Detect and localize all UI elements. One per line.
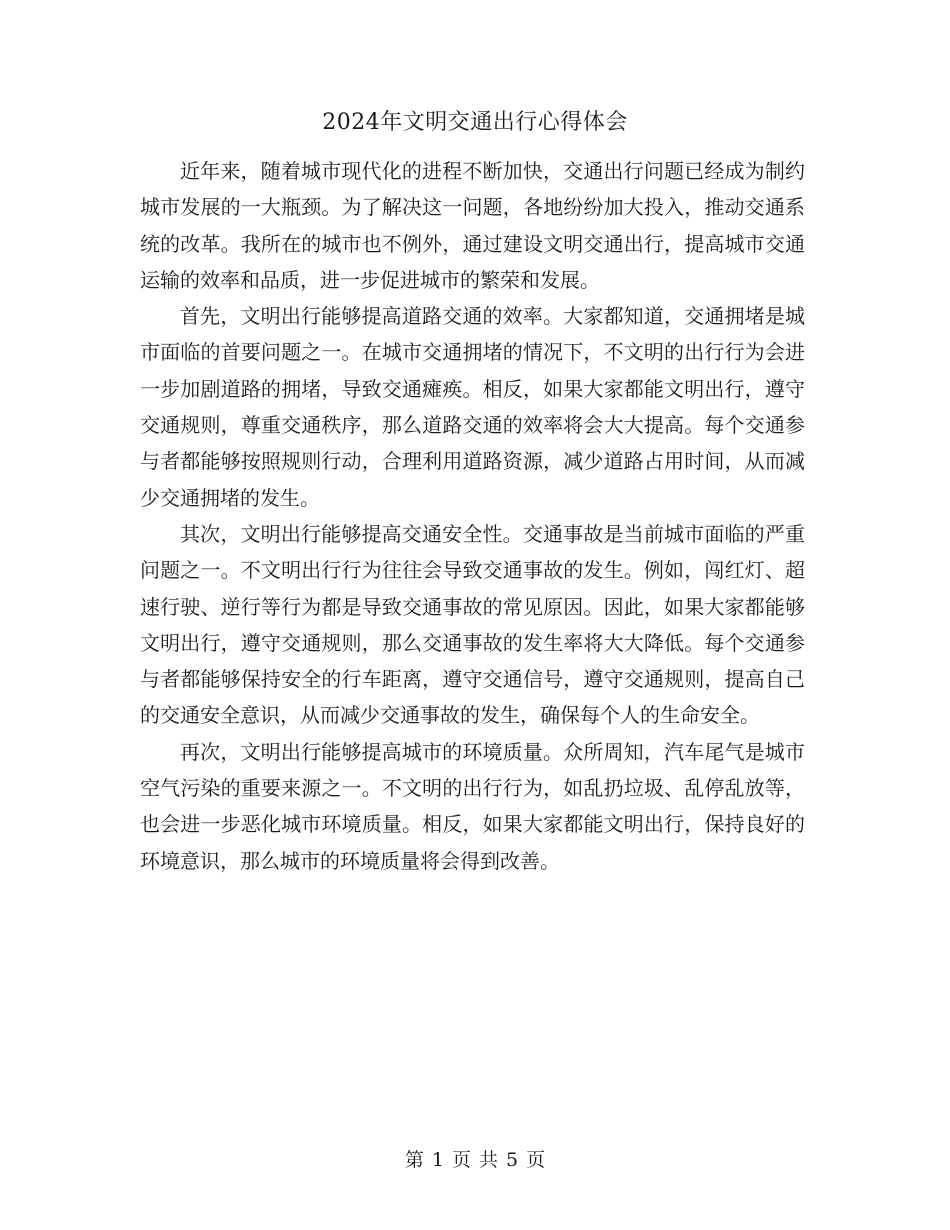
- paragraph-environment: 再次，文明出行能够提高城市的环境质量。众所周知，汽车尾气是城市空气污染的重要来源之一。不文明的出行行为，如乱扔垃圾、乱停乱放等，也会进一步恶化城市环境质量。相反，如果大家都能文明出行，保持良好的环境意识，那么城市的环境质量将会得到改善。: [140, 739, 805, 873]
- paragraph-efficiency: 首先，文明出行能够提高道路交通的效率。大家都知道，交通拥堵是城市面临的首要问题之一。在城市交通拥堵的情况下，不文明的出行行为会进一步加剧道路的拥堵，导致交通瘫痪。相反，如果大家都能文明出行，遵守交通规则，尊重交通秩序，那么道路交通的效率将会大大提高。每个交通参与者都能够按照规则行动，合理利用道路资源，减少道路占用时间，从而减少交通拥堵的发生。: [140, 304, 805, 510]
- document-body: [140, 153, 805, 879]
- paragraph-safety: 其次，文明出行能够提高交通安全性。交通事故是当前城市面临的严重问题之一。不文明出行行为往往会导致交通事故的发生。例如，闯红灯、超速行驶、逆行等行为都是导致交通事故的常见原因。因此，如果大家都能够文明出行，遵守交通规则，那么交通事故的发生率将大大降低。每个交通参与者都能够保持安全的行车距离，遵守交通信号，遵守交通规则，提高自己的交通安全意识，从而减少交通事故的发生，确保每个人的生命安全。: [140, 521, 805, 728]
- paragraph-intro: 近年来，随着城市现代化的进程不断加快，交通出行问题已经成为制约城市发展的一大瓶颈。为了解决这一问题，各地纷纷加大投入，推动交通系统的改革。我所在的城市也不例外，通过建设文明交通出行，提高城市交通运输的效率和品质，进一步促进城市的繁荣和发展。: [140, 159, 805, 292]
- page-number-footer: 第 1 页 共 5 页: [404, 1149, 546, 1171]
- document-title: 2024年文明交通出行心得体会: [322, 110, 628, 135]
